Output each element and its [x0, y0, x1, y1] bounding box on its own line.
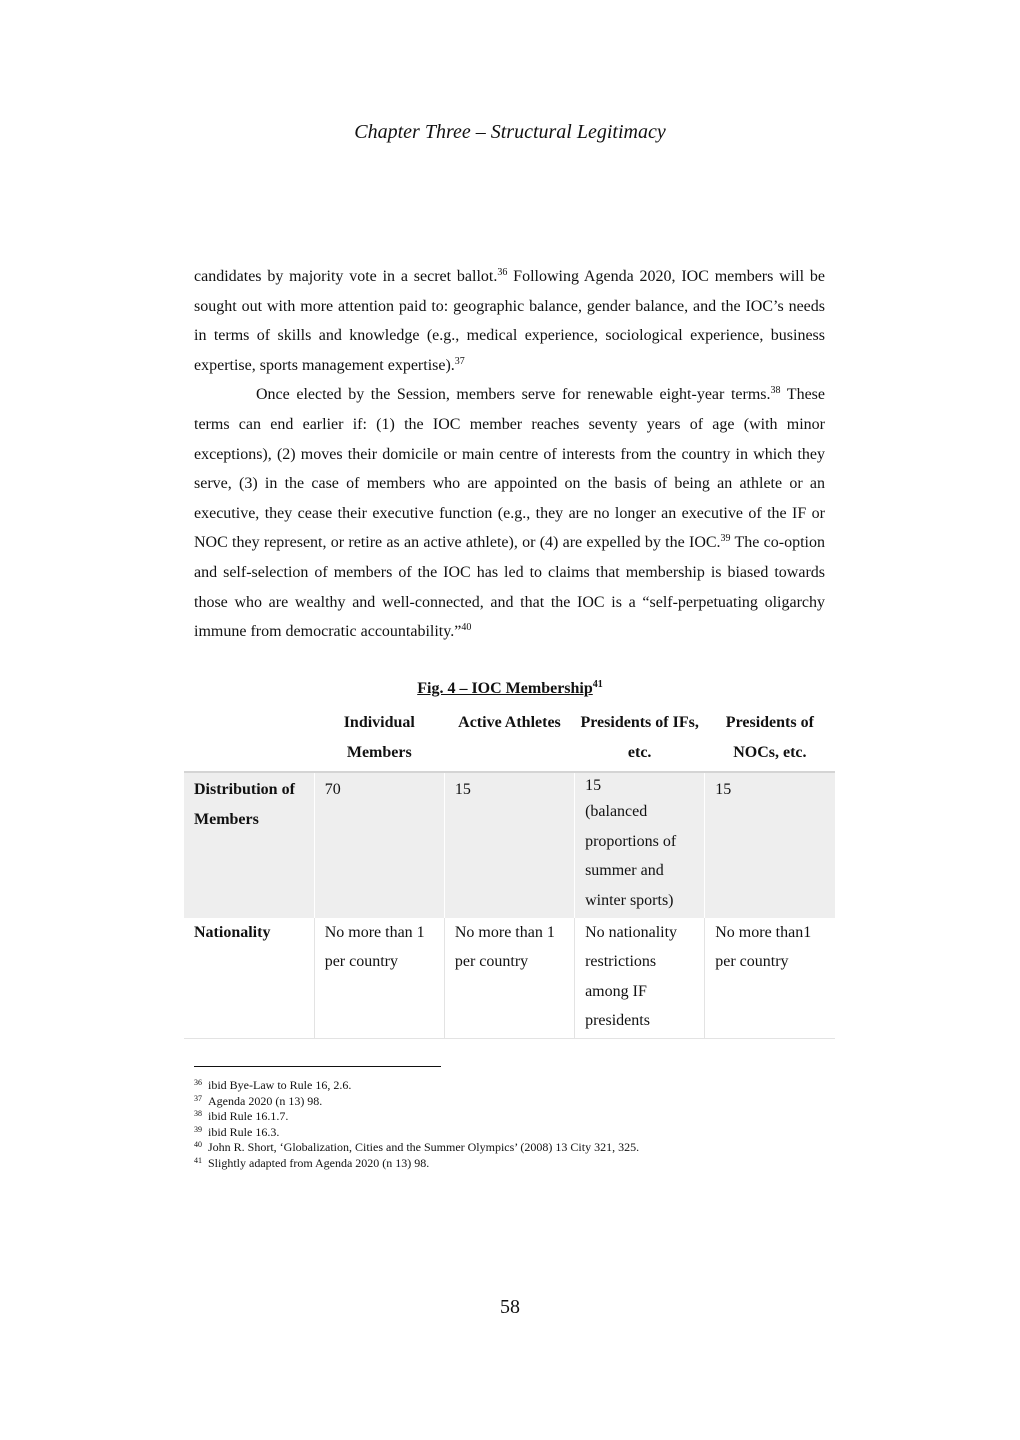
paragraph-2: Once elected by the Session, members serve for renewable eight-year terms.$^{38}$ These terms can end earlier if: (1) the IOC member reaches seventy years of age (with minor exceptions), (2) moves their domicile or main centre of interests from the country in which they serve, (3) in the case of members who are appointed on the basis of being an athlete or an executive, they cease their executive function (e.g., they are no longer an executive of the IF or NOC they represent, or retire as an active athlete), or (4) are expelled by the IOC.$^{39}$ The co-option and self-selection of members of the IOC has led to claims that membership is biased towards those who are wealthy and well-connected, and that the IOC is a “self-perpetuating oligarchy immune from democratic accountability.”$^{40}$ [194, 385, 825, 641]
column-header: Presidents of IFs, etc. [580, 714, 699, 761]
footnote-separator [194, 1066, 441, 1067]
column-header: Individual Members [343, 714, 415, 761]
column-header: Presidents of NOCs, etc. [725, 714, 814, 761]
table-cell: 15 [705, 772, 835, 917]
footnote-ref-38[interactable]: 38 [770, 385, 781, 397]
paragraph-1: candidates by majority vote in a secret ballot.$^{36}$ Following Agenda 2020, IOC members will be sought out with more attention paid to: geographic balance, gender balance, and the IOC’s needs in terms of skills and knowledge (e.g., medical experience, sociological experience, business expertise, sports management expertise).$^{37}$ [194, 267, 826, 374]
table-header-corner [184, 708, 314, 772]
table-cell: 15 [444, 772, 574, 917]
footnote-ref-37[interactable]: 37 [454, 355, 465, 367]
footnote-ref-41[interactable]: 41 [592, 679, 603, 690]
table-cell: No more than1 per country [705, 918, 835, 1039]
column-header: Active Athletes [458, 714, 561, 731]
ioc-membership-table [184, 708, 835, 1039]
footnote-36: $^{36}$ ibid Bye-Law to Rule 16, 2.6. [194, 1078, 352, 1092]
footnote-37: $^{37}$ Agenda 2020 (n 13) 98. [194, 1093, 323, 1108]
row-header: Nationality [184, 918, 314, 1039]
footnote-ref-39[interactable]: 39 [720, 533, 731, 545]
table-cell: 70 [314, 772, 444, 917]
table-row [184, 918, 835, 1039]
figure-caption: Fig. 4 – IOC Membership$^{41}$ [417, 679, 603, 697]
footnote-38: $^{38}$ ibid Rule 16.1.7. [194, 1109, 289, 1124]
table-header-row [184, 708, 835, 772]
row-header: Distribution of Members [184, 772, 314, 917]
footnote-ref-36[interactable]: 36 [497, 267, 508, 278]
footnote-40: $^{40}$ John R. Short, ‘Globalization, Cities and the Summer Olympics’ (2008) 13 City 321, 325. [194, 1140, 640, 1155]
footnote-41: $^{41}$ Slightly adapted from Agenda 2020 (n 13) 98. [194, 1155, 430, 1170]
table-cell: No more than 1 per country [444, 918, 574, 1039]
page-number: 58 [500, 1296, 520, 1318]
running-header: Chapter Three – Structural Legitimacy [354, 121, 666, 143]
footnote-39: $^{39}$ ibid Rule 16.3. [194, 1124, 280, 1139]
table-cell [575, 772, 705, 917]
table-cell-value: 15 [585, 777, 602, 795]
table-cell-note: (balanced proportions of summer and winter sports) [585, 803, 677, 909]
body-text [194, 262, 825, 647]
table-cell: No nationality restrictions among IF presidents [575, 918, 705, 1039]
footnotes [194, 1078, 834, 1172]
footnote-ref-40[interactable]: 40 [461, 622, 472, 634]
table-row [184, 772, 835, 917]
table-cell: No more than 1 per country [314, 918, 444, 1039]
